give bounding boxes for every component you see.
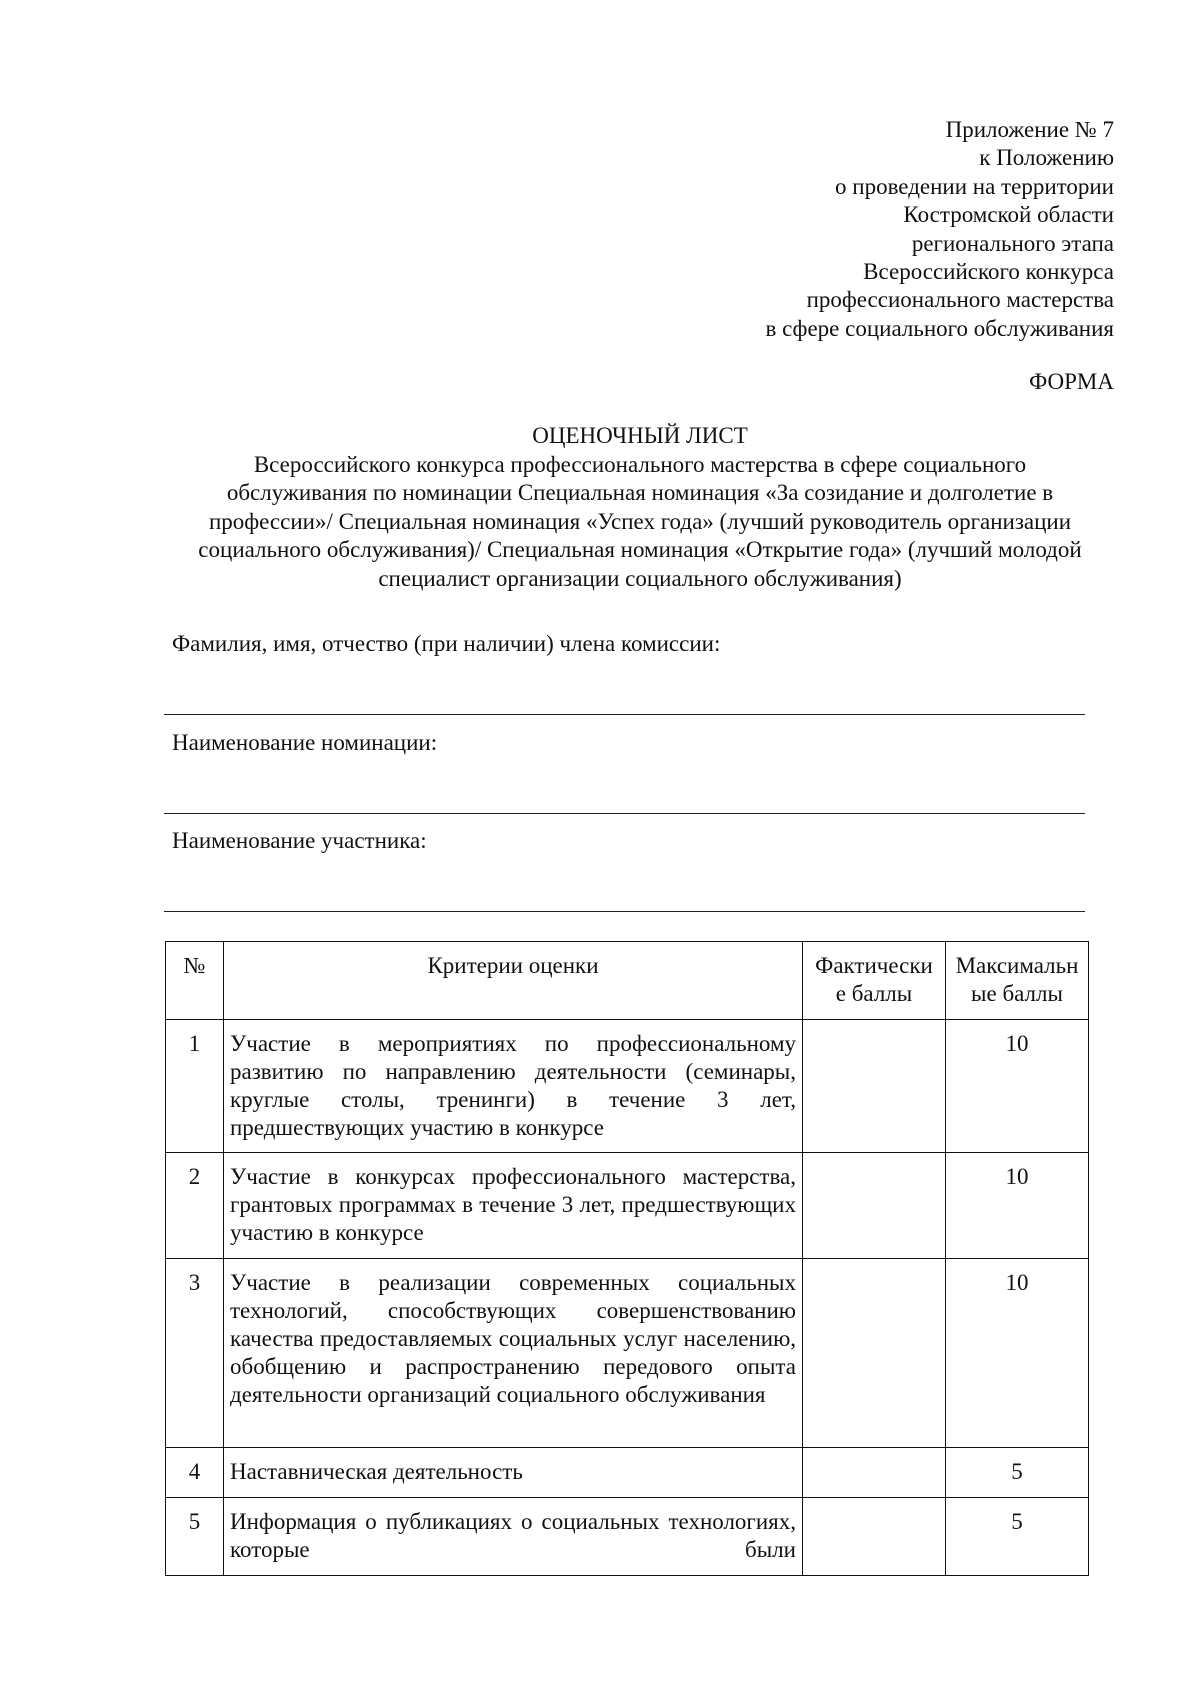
title-heading: ОЦЕНОЧНЫЙ ЛИСТ [532, 423, 748, 448]
title-line: социального обслуживания)/ Специальная номинация «Открытие года» (лучший молодой [198, 537, 1082, 563]
row-max-score: 10 [946, 1153, 1089, 1259]
document-title [160, 422, 1120, 594]
appendix-header [594, 116, 1114, 343]
title-line: Всероссийского конкурса профессионального мастерства в сфере социального [253, 451, 1027, 477]
participant-label: Наименование участника: [172, 828, 427, 853]
title-line: специалист организации социального обслуживания) [378, 565, 902, 591]
row-max-score: 5 [946, 1498, 1089, 1576]
title-line: профессии»/ Специальная номинация «Успех года» (лучший руководитель организации [208, 508, 1072, 534]
row-actual-score[interactable] [803, 1020, 946, 1153]
row-num: 1 [166, 1020, 224, 1153]
row-criteria: Информация о публикациях о социальных технологиях, которые были [224, 1498, 803, 1576]
appendix-line: Всероссийского конкурса [863, 259, 1114, 285]
row-actual-score[interactable] [803, 1448, 946, 1498]
row-max-score: 10 [946, 1020, 1089, 1153]
appendix-line: в сфере социального обслуживания [765, 315, 1114, 341]
appendix-line: о проведении на территории [835, 173, 1114, 199]
nomination-line[interactable] [164, 813, 1085, 814]
row-criteria: Участие в конкурсах профессионального мастерства, грантовых программах в течение 3 лет, предшествующих участию в конкурсе [224, 1153, 803, 1259]
header-max-score: Максимальн ые баллы [946, 942, 1089, 1020]
header-actual-score: Фактически е баллы [803, 942, 946, 1020]
row-num: 5 [166, 1498, 224, 1576]
header-criteria: Критерии оценки [224, 942, 803, 1020]
commission-member-label: Фамилия, имя, отчество (при наличии) члена комиссии: [172, 631, 721, 656]
table-row [166, 1153, 1089, 1259]
row-num: 3 [166, 1259, 224, 1448]
criteria-table [165, 941, 1089, 1576]
form-label: ФОРМА [1029, 369, 1114, 394]
row-max-score: 5 [946, 1448, 1089, 1498]
nomination-label: Наименование номинации: [172, 730, 438, 755]
table-row [166, 1448, 1089, 1498]
table-row [166, 1020, 1089, 1153]
appendix-line: регионального этапа [911, 230, 1114, 256]
row-max-score: 10 [946, 1259, 1089, 1448]
appendix-line: к Положению [979, 145, 1114, 171]
row-actual-score[interactable] [803, 1153, 946, 1259]
table-row [166, 1259, 1089, 1448]
table-header-row [166, 942, 1089, 1020]
row-criteria: Участие в мероприятиях по профессиональному развитию по направлению деятельности (семинары, круглые столы, тренинги) в течение 3 лет, предшествующих участию в конкурсе [224, 1020, 803, 1153]
appendix-line: Приложение № 7 [945, 117, 1114, 142]
row-actual-score[interactable] [803, 1259, 946, 1448]
title-line: обслуживания по номинации Специальная номинация «За созидание и долголетие в [226, 480, 1054, 506]
commission-member-line[interactable] [164, 714, 1085, 715]
row-num: 2 [166, 1153, 224, 1259]
row-criteria: Участие в реализации современных социальных технологий, способствующих совершенствованию качества предоставляемых социальных услуг населению, обобщению и распространению передового опыта деятельности организаций социального обслуживания [224, 1259, 803, 1448]
row-actual-score[interactable] [803, 1498, 946, 1576]
row-num: 4 [166, 1448, 224, 1498]
row-criteria: Наставническая деятельность [224, 1448, 803, 1498]
participant-line[interactable] [164, 911, 1085, 912]
table-row [166, 1498, 1089, 1576]
header-num: № [166, 942, 224, 1020]
appendix-line: Костромской области [903, 202, 1114, 228]
appendix-line: профессионального мастерства [806, 287, 1114, 313]
